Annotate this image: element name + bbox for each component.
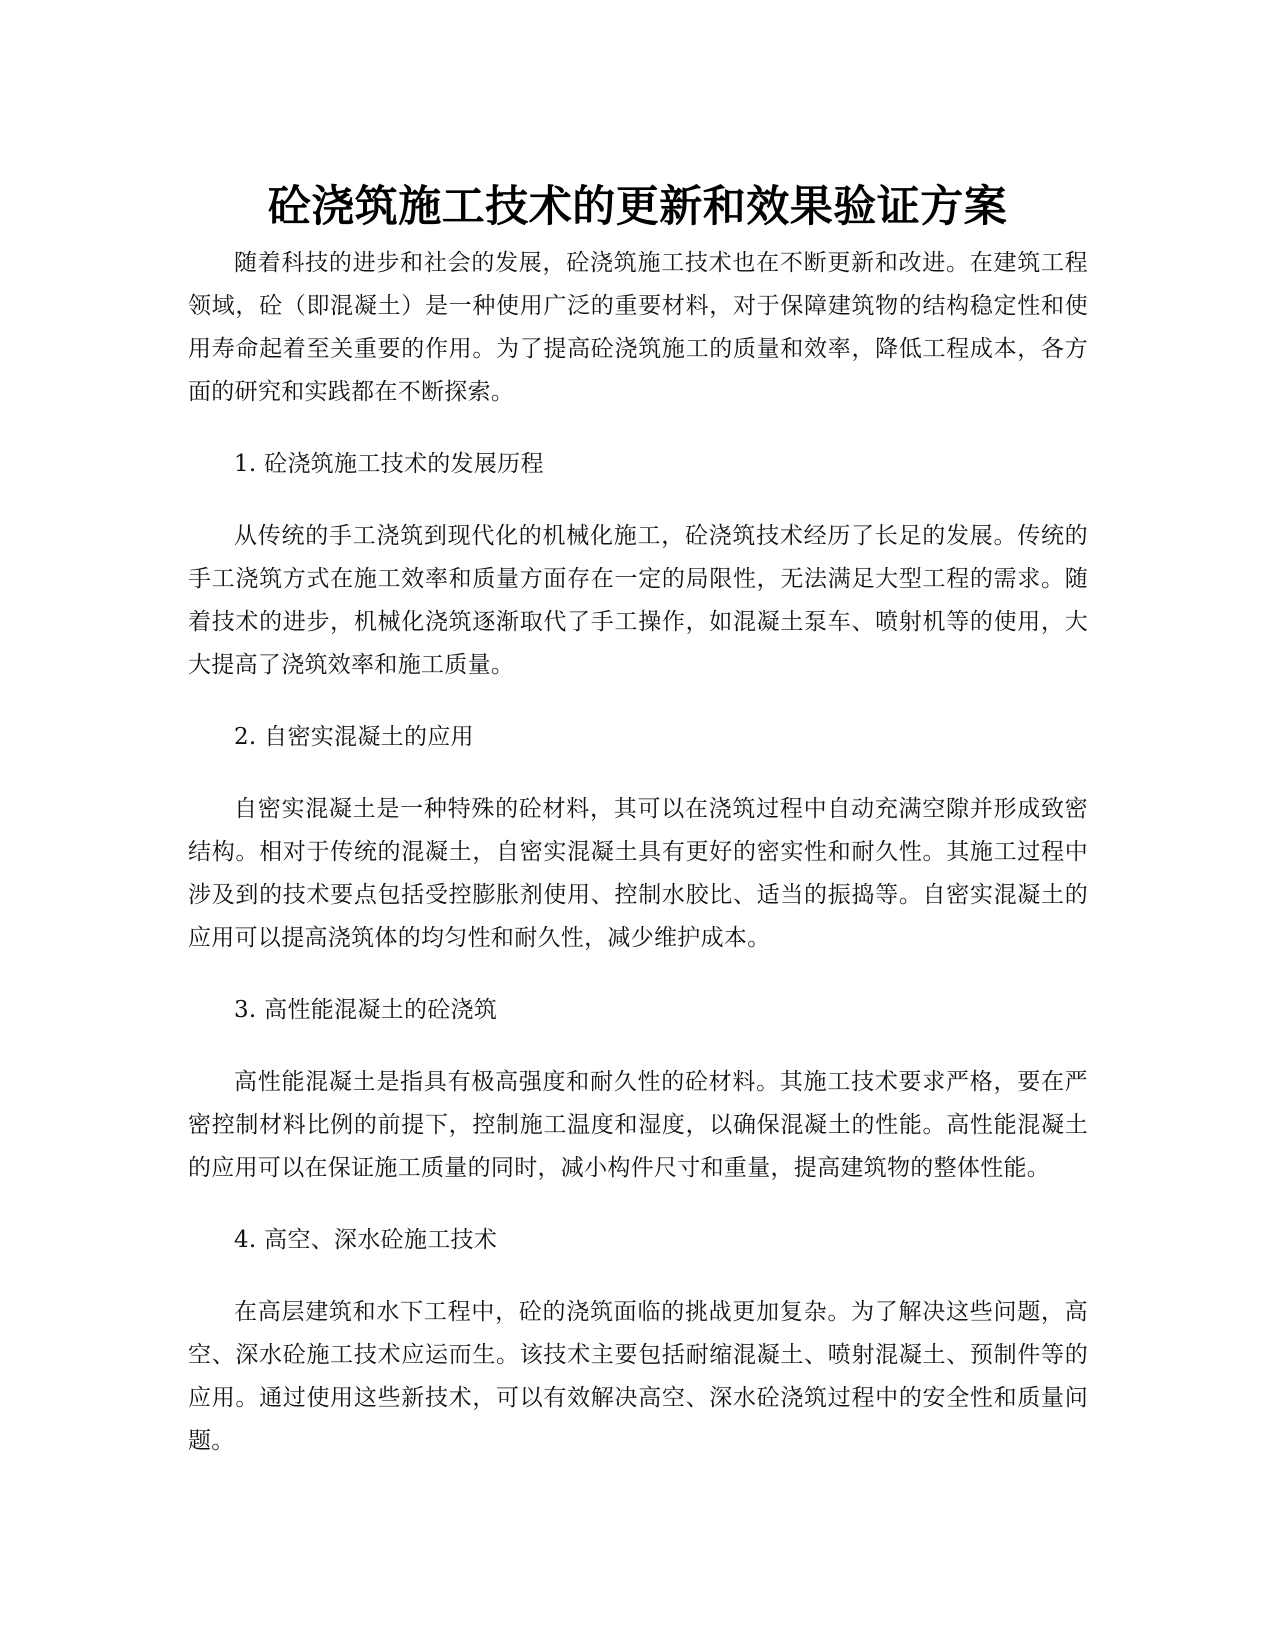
section-paragraph-2: 自密实混凝土是一种特殊的砼材料，其可以在浇筑过程中自动充满空隙并形成致密结构。相对于传统的混凝土，自密实混凝土具有更好的密实性和耐久性。其施工过程中涉及到的技术要点包括受控膨胀剂使用、控制水胶比、适当的振捣等。自密实混凝土的应用可以提高浇筑体的均匀性和耐久性，减少维护成本。 <box>188 796 1088 951</box>
section-paragraph-1: 从传统的手工浇筑到现代化的机械化施工，砼浇筑技术经历了长足的发展。传统的手工浇筑方式在施工效率和质量方面存在一定的局限性，无法满足大型工程的需求。随着技术的进步，机械化浇筑逐渐取代了手工操作，如混凝土泵车、喷射机等的使用，大大提高了浇筑效率和施工质量。 <box>188 523 1088 678</box>
intro-paragraph: 随着科技的进步和社会的发展，砼浇筑施工技术也在不断更新和改进。在建筑工程领域，砼（即混凝土）是一种使用广泛的重要材料，对于保障建筑物的结构稳定性和使用寿命起着至关重要的作用。为了提高砼浇筑施工的质量和效率，降低工程成本，各方面的研究和实践都在不断探索。 <box>188 250 1088 405</box>
section-heading-3: 3. 高性能混凝土的砼浇筑 <box>234 997 498 1023</box>
section-heading-1: 1. 砼浇筑施工技术的发展历程 <box>234 451 544 477</box>
section-heading-4: 4. 高空、深水砼施工技术 <box>234 1227 498 1253</box>
section-paragraph-3: 高性能混凝土是指具有极高强度和耐久性的砼材料。其施工技术要求严格，要在严密控制材料比例的前提下，控制施工温度和湿度，以确保混凝土的性能。高性能混凝土的应用可以在保证施工质量的同时，减小构件尺寸和重量，提高建筑物的整体性能。 <box>188 1069 1088 1181</box>
document-body <box>188 242 1088 1492</box>
section-heading-2: 2. 自密实混凝土的应用 <box>234 724 474 750</box>
section-paragraph-4: 在高层建筑和水下工程中，砼的浇筑面临的挑战更加复杂。为了解决这些问题，高空、深水砼施工技术应运而生。该技术主要包括耐缩混凝土、喷射混凝土、预制件等的应用。通过使用这些新技术，可以有效解决高空、深水砼浇筑过程中的安全性和质量问题。 <box>188 1299 1088 1454</box>
document-title: 砼浇筑施工技术的更新和效果验证方案 <box>267 181 1008 232</box>
